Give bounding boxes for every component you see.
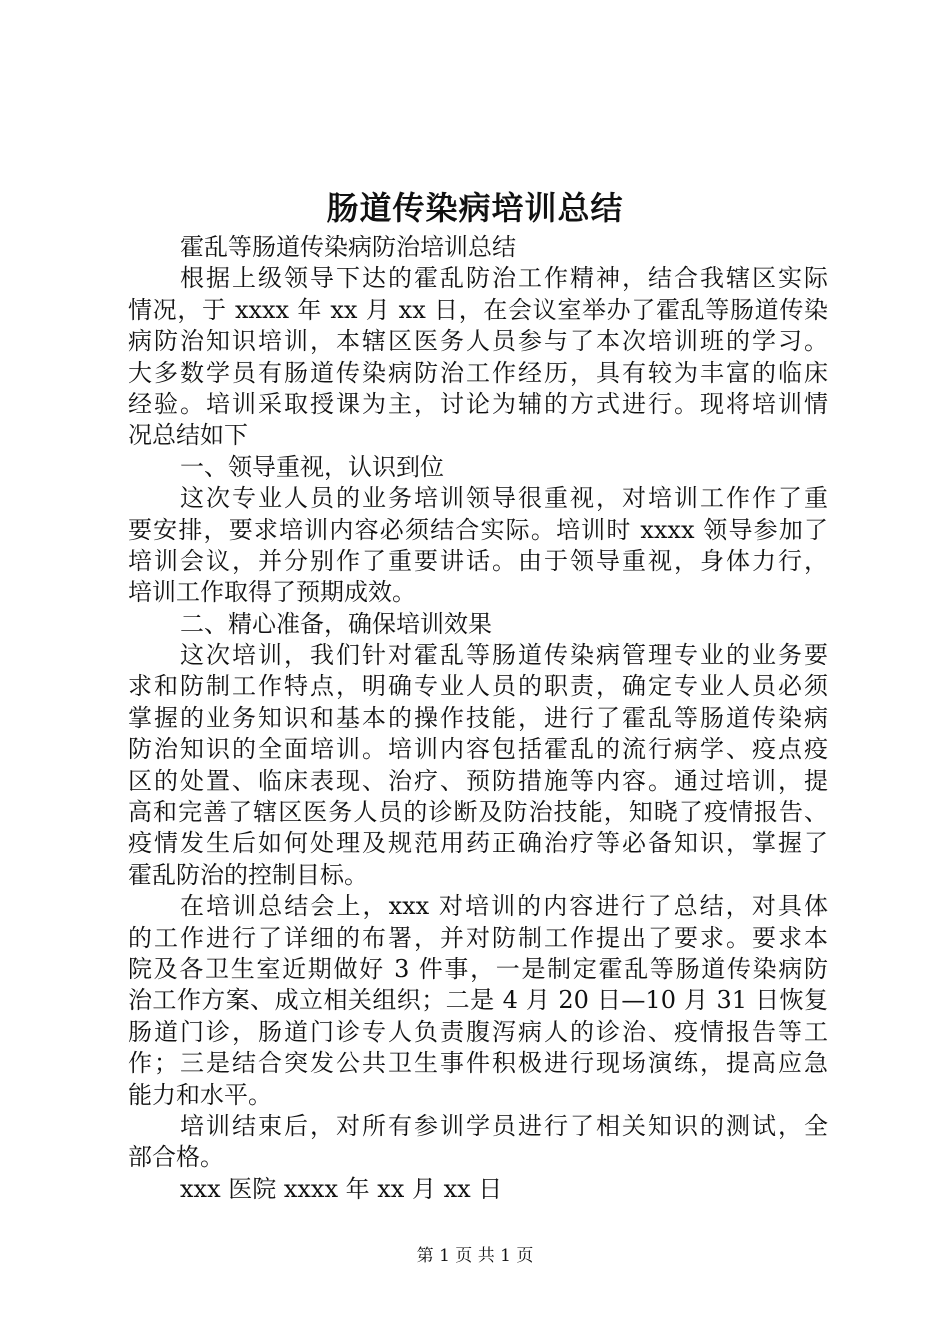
- paragraph-line: 防治知识的全面培训。培训内容包括霍乱的流行病学、疫点疫: [128, 735, 828, 764]
- paragraph-line: 培训工作取得了预期成效。: [128, 578, 416, 607]
- paragraph-line: 高和完善了辖区医务人员的诊断及防治技能，知晓了疫情报告、: [128, 798, 828, 827]
- document-title: 肠道传染病培训总结: [326, 189, 624, 227]
- section-heading: 一、领导重视，认识到位: [180, 452, 444, 481]
- paragraph-line: 能力和水平。: [128, 1080, 272, 1109]
- paragraph-line: 培训会议，并分别作了重要讲话。由于领导重视，身体力行，: [128, 546, 828, 575]
- paragraph-line: 经验。培训采取授课为主，讨论为辅的方式进行。现将培训情: [128, 389, 828, 418]
- paragraph-line: 求和防制工作特点，明确专业人员的职责，确定专业人员必须: [128, 672, 828, 701]
- paragraph-line: 这次专业人员的业务培训领导很重视，对培训工作作了重: [180, 484, 828, 513]
- paragraph-line: 部合格。: [128, 1143, 224, 1172]
- paragraph-line: 肠道门诊，肠道门诊专人负责腹泻病人的诊治、疫情报告等工: [128, 1017, 828, 1046]
- paragraph-line: 根据上级领导下达的霍乱防治工作精神，结合我辖区实际: [180, 264, 828, 293]
- signature-date: xxx 医院 xxxx 年 xx 月 xx 日: [180, 1174, 503, 1203]
- paragraph-line: 在培训总结会上，xxx 对培训的内容进行了总结，对具体: [180, 892, 828, 921]
- paragraph-line: 治工作方案、成立相关组织；二是 4 月 20 日—10 月 31 日恢复: [128, 986, 828, 1015]
- paragraph-subtitle: 霍乱等肠道传染病防治培训总结: [180, 233, 516, 261]
- paragraph-line: 这次培训，我们针对霍乱等肠道传染病管理专业的业务要: [180, 641, 828, 670]
- paragraph-line: 作；三是结合突发公共卫生事件积极进行现场演练，提高应急: [128, 1049, 828, 1078]
- paragraph-line: 院及各卫生室近期做好 3 件事，一是制定霍乱等肠道传染病防: [128, 954, 828, 983]
- paragraph-line: 要安排，要求培训内容必须结合实际。培训时 xxxx 领导参加了: [128, 515, 828, 544]
- section-heading: 二、精心准备，确保培训效果: [180, 609, 492, 638]
- paragraph-line: 培训结束后，对所有参训学员进行了相关知识的测试，全: [180, 1111, 828, 1140]
- paragraph-line: 掌握的业务知识和基本的操作技能，进行了霍乱等肠道传染病: [128, 703, 828, 732]
- page-footer: 第 1 页 共 1 页: [416, 1246, 534, 1266]
- paragraph-line: 霍乱防治的控制目标。: [128, 860, 368, 889]
- paragraph-line: 大多数学员有肠道传染病防治工作经历，具有较为丰富的临床: [128, 358, 828, 387]
- paragraph-line: 病防治知识培训，本辖区医务人员参与了本次培训班的学习。: [128, 327, 828, 356]
- paragraph-line: 况总结如下: [128, 421, 248, 450]
- paragraph-line: 情况，于 xxxx 年 xx 月 xx 日，在会议室举办了霍乱等肠道传染: [128, 295, 828, 324]
- paragraph-line: 的工作进行了详细的布署，并对防制工作提出了要求。要求本: [128, 923, 828, 952]
- paragraph-line: 区的处置、临床表现、治疗、预防措施等内容。通过培训，提: [128, 766, 828, 795]
- paragraph-line: 疫情发生后如何处理及规范用药正确治疗等必备知识，掌握了: [128, 829, 828, 858]
- document-body: [128, 232, 828, 1205]
